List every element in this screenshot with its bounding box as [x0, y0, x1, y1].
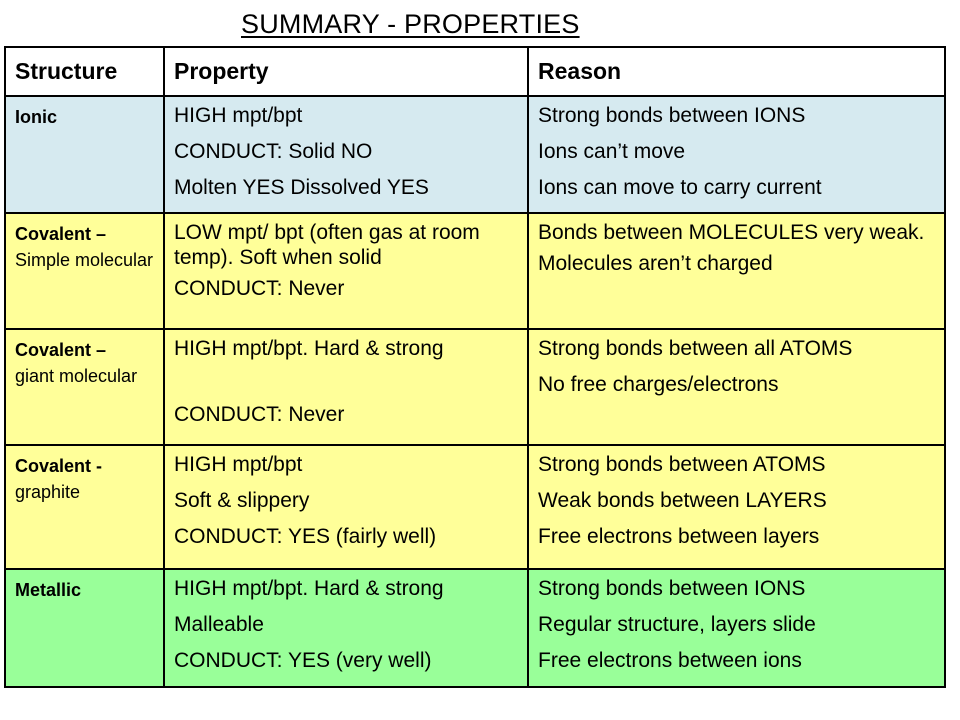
- property-line: LOW mpt/ bpt (often gas at room temp). Soft when solid: [174, 221, 480, 269]
- header-property: Property: [164, 47, 528, 96]
- structure-cell: [5, 213, 164, 329]
- property-line: HIGH mpt/bpt: [174, 453, 303, 476]
- reason-line: Molecules aren’t charged: [538, 252, 773, 275]
- properties-table: [4, 46, 946, 688]
- property-cell: [164, 96, 528, 213]
- structure-name: Metallic: [15, 580, 82, 600]
- reason-line: Ions can’t move: [538, 140, 686, 163]
- reason-line: Strong bonds between ATOMS: [538, 453, 826, 476]
- table-row-giant-molecular: [5, 329, 945, 445]
- table-row-graphite: [5, 445, 945, 569]
- reason-line: No free charges/electrons: [538, 373, 779, 396]
- structure-name: Covalent –: [15, 340, 107, 360]
- header-structure: Structure: [5, 47, 164, 96]
- reason-line: Ions can move to carry current: [538, 176, 822, 199]
- table-header-row: [5, 47, 945, 96]
- reason-line: Strong bonds between IONS: [538, 577, 806, 600]
- reason-cell: [528, 213, 945, 329]
- structure-cell: [5, 445, 164, 569]
- structure-name: Covalent -: [15, 456, 103, 476]
- property-cell: [164, 213, 528, 329]
- reason-line: Weak bonds between LAYERS: [538, 489, 827, 512]
- property-line: Soft & slippery: [174, 489, 310, 512]
- property-line: CONDUCT: YES (very well): [174, 649, 432, 672]
- structure-name: Covalent –: [15, 224, 107, 244]
- reason-line: Free electrons between ions: [538, 649, 802, 672]
- structure-cell: [5, 569, 164, 687]
- reason-line: Strong bonds between all ATOMS: [538, 337, 853, 360]
- property-cell: [164, 569, 528, 687]
- table-row-ionic: [5, 96, 945, 213]
- property-line: Molten YES Dissolved YES: [174, 176, 429, 199]
- header-reason: Reason: [528, 47, 945, 96]
- reason-cell: [528, 329, 945, 445]
- property-line: CONDUCT: YES (fairly well): [174, 525, 437, 548]
- reason-line: Free electrons between layers: [538, 525, 820, 548]
- reason-cell: [528, 569, 945, 687]
- reason-line: Strong bonds between IONS: [538, 104, 806, 127]
- property-line: CONDUCT: Never: [174, 277, 345, 300]
- reason-line: Regular structure, layers slide: [538, 613, 816, 636]
- property-cell: [164, 445, 528, 569]
- reason-line: Bonds between MOLECULES very weak.: [538, 221, 925, 244]
- property-line: Malleable: [174, 613, 264, 636]
- table-row-metallic: [5, 569, 945, 687]
- table-row-simple-molecular: [5, 213, 945, 329]
- page-title: SUMMARY - PROPERTIES: [241, 9, 580, 39]
- structure-cell: [5, 329, 164, 445]
- property-line: HIGH mpt/bpt. Hard & strong: [174, 577, 444, 600]
- property-line: CONDUCT: Solid NO: [174, 140, 373, 163]
- property-cell: [164, 329, 528, 445]
- structure-subtype: Simple molecular: [15, 250, 154, 270]
- structure-cell: [5, 96, 164, 213]
- reason-cell: [528, 96, 945, 213]
- property-line: HIGH mpt/bpt. Hard & strong: [174, 337, 444, 360]
- structure-name: Ionic: [15, 107, 58, 127]
- property-line: CONDUCT: Never: [174, 403, 345, 426]
- structure-subtype: giant molecular: [15, 366, 138, 386]
- property-line: HIGH mpt/bpt: [174, 104, 303, 127]
- reason-cell: [528, 445, 945, 569]
- structure-subtype: graphite: [15, 482, 81, 502]
